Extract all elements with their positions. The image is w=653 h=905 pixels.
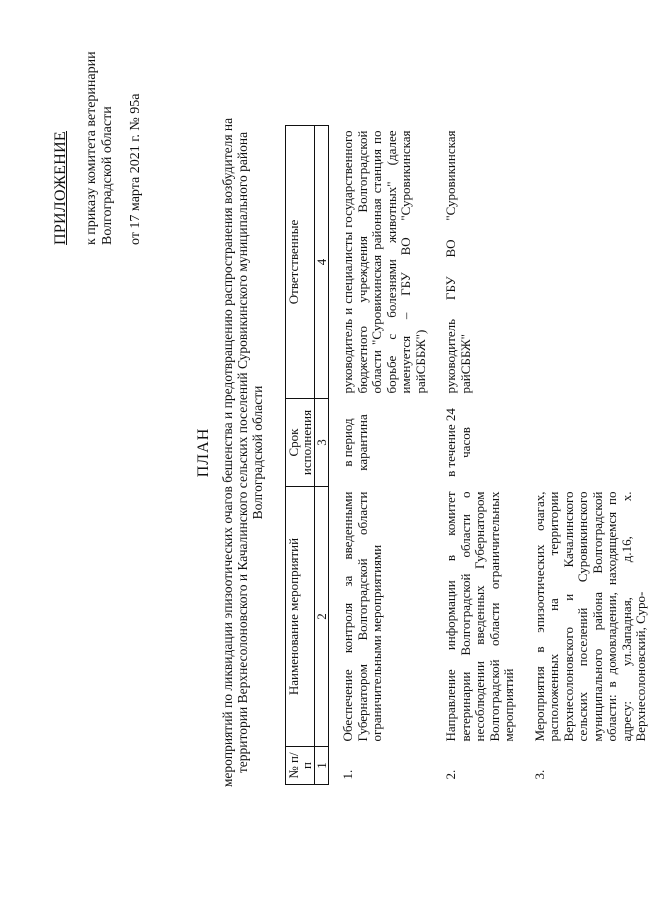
plan-subtitle: мероприятий по ликвидации эпизоотических очагов бешенства и предотвращению распространения возбудителя на территории Верхнесолоновского и Качалинского сельских поселений Суровикинского муниципального района Волгоградской области [220,117,265,788]
table-row [521,126,653,785]
row-number: 2. [443,769,458,780]
table-header-row [286,126,315,785]
header-number: № п/п [286,747,315,785]
deadline [521,399,653,487]
measure-name: Обеспечение контроля за введенными Губернатором Волгоградской области ограничительными мероприятиями [340,491,384,742]
column-number: 3 [315,399,329,487]
header-responsible: Ответственные [286,126,315,399]
deadline: в период карантина [340,414,370,471]
table-row [329,126,433,785]
plan-title: ПЛАН [195,427,212,478]
order-reference-line-2: Волгоградской области [100,106,115,245]
responsible: руководитель и специалисты государственного бюджетного учреждения Волгоградской области "Суровикинская районная станция по борьбе с болезнями животных" (далее именуется – ГБУ ВО "Суровикинская райСББЖ") [340,130,428,394]
measure-name: Направление информации в комитет ветеринарии Волгоградской области о несоблюдении введенных Губернатором Волгоградской области ограничительных мероприятий [443,491,516,742]
order-date-number: от 17 марта 2021 г. № 95а [128,93,143,245]
responsible [521,126,653,399]
column-number-row [315,126,329,785]
responsible: руководитель ГБУ ВО "Суровикинская райСББЖ" [443,130,473,394]
column-number: 4 [315,126,329,399]
measures-table [285,125,653,785]
header-deadline: Срок исполнения [286,399,315,487]
header-measure-name: Наименование мероприятий [286,487,315,747]
measure-name: Мероприятия в эпизоотических очагах, расположенных на территории Верхнесолоновского и Качалинского сельских поселений Суровикинского муниципального района Волгоградской области: в домовладении, находящемся по адресу: ул.Западная, д.16, х. Верхнесолоновский, Суро- [531,491,648,742]
appendix-title: ПРИЛОЖЕНИЕ [52,130,69,245]
order-reference-line-1: к приказу комитета ветеринарии [84,51,99,245]
table-row [432,126,521,785]
deadline: в течение 24 часов [443,408,473,477]
column-number: 1 [315,747,329,785]
column-number: 2 [315,487,329,747]
row-number: 3. [531,769,547,780]
row-number: 1. [340,769,355,780]
